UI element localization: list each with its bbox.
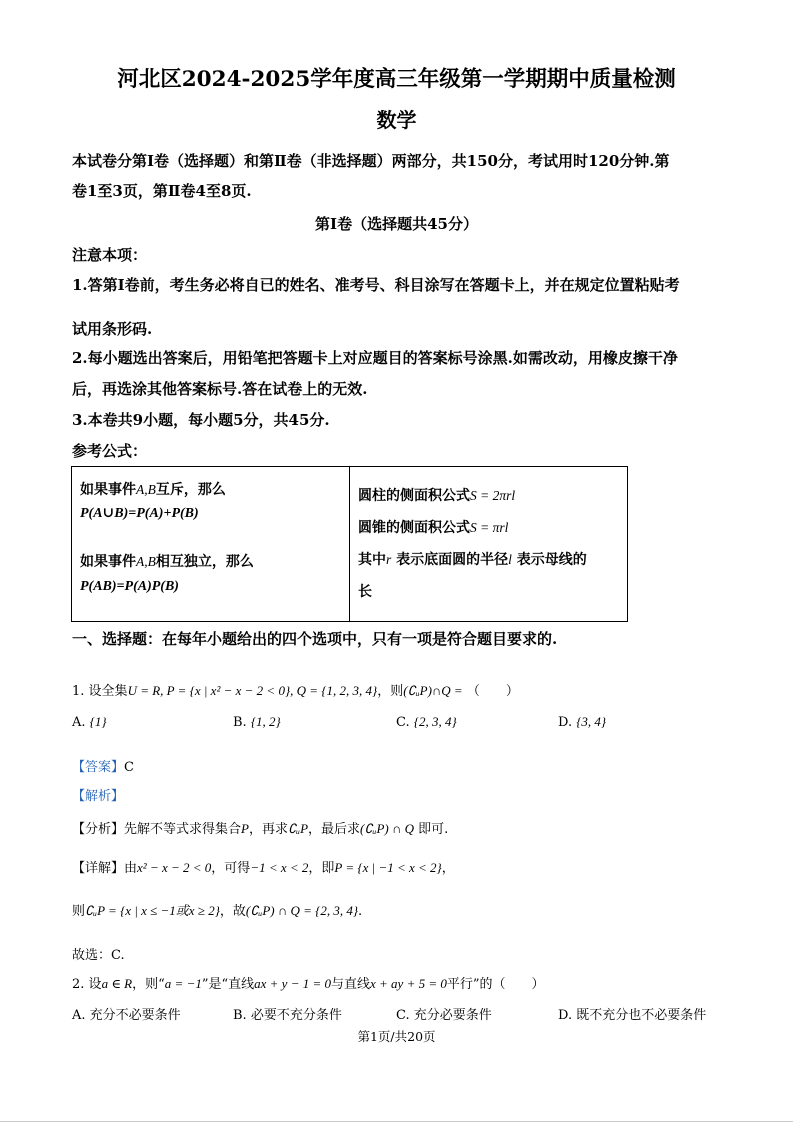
q1-option-c-value: {2, 3, 4} [413,714,457,729]
q2-text-3: ”是“直线 [201,977,255,992]
cone-label: 圆锥的侧面积公式 [358,520,470,536]
q2-option-c-value: 充分必要条件 [413,1008,492,1023]
independent-events: A,B [136,554,156,569]
exclusive-post: 互斥，那么 [155,482,226,498]
cone-formula-line [358,517,508,537]
q2-math-2: a = −1 [164,976,202,991]
fenxi-tag: 【分析】 [72,822,125,837]
xj-math-3: P = {x | −1 < x < 2} [334,860,442,875]
notes-heading: 注意本项： [72,246,148,264]
note-3: 3.本卷共9小题，每小题5分，共45分. [72,411,330,429]
q1-option-b [233,714,281,730]
q2-number: 2. [72,977,85,992]
q2-option-a-value: 充分不必要条件 [89,1008,181,1023]
fenxi-math-3: (∁ᵤP) ∩ Q [360,821,415,836]
q2-text-2: ，则“ [132,977,165,992]
q1-answer: C [124,760,134,775]
q1-option-a [72,714,107,730]
page-title: 河北区2024-2025学年度高三年级第一学期期中质量检测 [117,67,676,92]
q1-option-a-value: {1} [89,714,107,729]
note-1a: 1.答第I卷前，考生务必将自已的姓名、准考号、科目涂写在答题卡上，并在规定位置粘贴考 [72,276,680,294]
q1-conclusion: 故选：C. [72,948,125,963]
formula-exclusive-line [80,479,226,499]
q1-xiangjie-line-2 [72,900,362,919]
q2-text-5: 平行”的（ ） [446,977,545,992]
intro-line-2: 卷1至3页，第Ⅱ卷4至8页. [72,182,252,200]
page-footer: 第1页/共20页 [357,1029,436,1044]
cylinder-label: 圆柱的侧面积公式 [358,488,470,504]
q2-option-a-label: A. [72,1008,86,1023]
q2-option-c-label: C. [396,1008,410,1023]
fenxi-math-1: P [241,821,249,836]
fenxi-text-3: ，最后求 [308,822,361,837]
formula-independent-line [80,551,254,571]
q1-stem-pre: 设全集 [88,684,128,699]
fenxi-math-2: ∁ᵤP [288,821,309,836]
fenxi-text-2: ，再求 [248,822,288,837]
note-1b: 试用条形码. [72,320,153,338]
part1-heading: 一、选择题：在每年小题给出的四个选项中，只有一项是符合题目要求的. [72,630,558,648]
xj2-text-3: . [358,904,363,919]
independent-post: 相互独立，那么 [155,554,254,570]
xj-text-1: 由 [124,861,138,876]
q1-stem-math: U = R, P = {x | x² − x − 2 < 0}, Q = {1, 2, 3, 4} [127,683,378,698]
q2-option-b [233,1004,342,1023]
note-2a: 2.每小题选出答案后，用铅笔把答题卡上对应题目的答案标号涂黑.如需改动，用橡皮擦干净 [72,349,678,367]
section1-title: 第I卷（选择题共45分） [315,215,478,233]
q1-option-c [396,714,457,730]
q2-text-1: 设 [88,977,102,992]
analysis-tag: 【解析】 [72,789,125,804]
q1-option-b-value: {1, 2} [250,714,281,729]
formula-table [71,466,628,622]
var-note-b: 表示底面圆的半径 [396,552,509,568]
q2-option-b-label: B. [233,1008,247,1023]
variable-note-line [358,549,587,569]
xj-math-2: −1 < x < 2 [250,860,309,875]
intro-line-1: 本试卷分第I卷（选择题）和第Ⅱ卷（非选择题）两部分，共150分，考试用时120分钟.第 [72,152,670,170]
xj2-text-1: 则 [72,904,86,919]
exclusive-pre: 如果事件 [80,482,136,498]
cone-formula: S = πrl [470,520,509,535]
var-note-a: 其中 [358,552,386,568]
xj2-math-2: (∁ᵤP) ∩ Q = {2, 3, 4} [245,903,359,918]
q1-xiangjie-line-1 [72,857,455,876]
q2-math-1: a ∈ R [101,976,133,991]
formula-union: P(A∪B)=P(A)+P(B) [80,506,199,521]
q1-option-d-label: D. [558,715,573,730]
q2-math-3: ax + y − 1 = 0 [254,976,331,991]
q2-option-d [558,1004,706,1023]
var-r: r [386,552,392,567]
q1-option-a-label: A. [72,715,86,730]
q1-option-d [558,714,606,730]
q2-text-4: 与直线 [331,977,371,992]
subject-title: 数学 [376,108,417,132]
xj-text-3: ，即 [308,861,335,876]
formula-right-cell [350,467,628,622]
xj-text-2: ，可得 [211,861,251,876]
formula-left-cell [72,467,350,622]
q2-option-d-label: D. [558,1008,573,1023]
xiangjie-tag: 【详解】 [72,861,125,876]
note-2b: 后，再选涂其他答案标号.答在试卷上的无效. [72,380,368,398]
q1-number: 1. [72,684,85,699]
q2-option-d-value: 既不充分也不必要条件 [576,1008,707,1023]
variable-note-line-2: 长 [358,584,372,600]
q2-stem [72,973,545,992]
cylinder-formula: S = 2πrl [470,488,516,503]
q2-option-b-value: 必要不充分条件 [250,1008,342,1023]
xj2-math-1: ∁ᵤP = {x | x ≤ −1或x ≥ 2} [85,903,220,918]
q1-option-b-label: B. [233,715,247,730]
cylinder-formula-line [358,485,515,505]
q2-option-c [396,1004,492,1023]
var-l: l [508,552,512,567]
q1-option-d-value: {3, 4} [576,714,607,729]
formula-product: P(AB)=P(A)P(B) [80,579,179,594]
fenxi-text-1: 先解不等式求得集合 [124,822,242,837]
formula-heading: 参考公式： [72,442,148,460]
q2-math-4: x + ay + 5 = 0 [370,976,447,991]
q1-fenxi-line [72,818,448,837]
q2-option-a [72,1004,181,1023]
independent-pre: 如果事件 [80,554,136,570]
q1-stem-math2: (∁ᵤP)∩Q = [403,683,463,698]
xj-math-1: x² − x − 2 < 0 [137,860,212,875]
xj-text-4: ， [441,861,455,876]
answer-tag: 【答案】 [72,760,125,775]
fenxi-text-4: 即可. [418,822,449,837]
q1-stem-mid: ，则 [377,684,404,699]
var-note-c: 表示母线的 [516,552,587,568]
q1-option-c-label: C. [396,715,410,730]
q1-stem [72,680,519,699]
xj2-text-2: ，故 [219,904,246,919]
exclusive-events: A,B [136,482,156,497]
q1-answer-line [72,756,134,775]
q1-paren: （ ） [466,684,519,699]
